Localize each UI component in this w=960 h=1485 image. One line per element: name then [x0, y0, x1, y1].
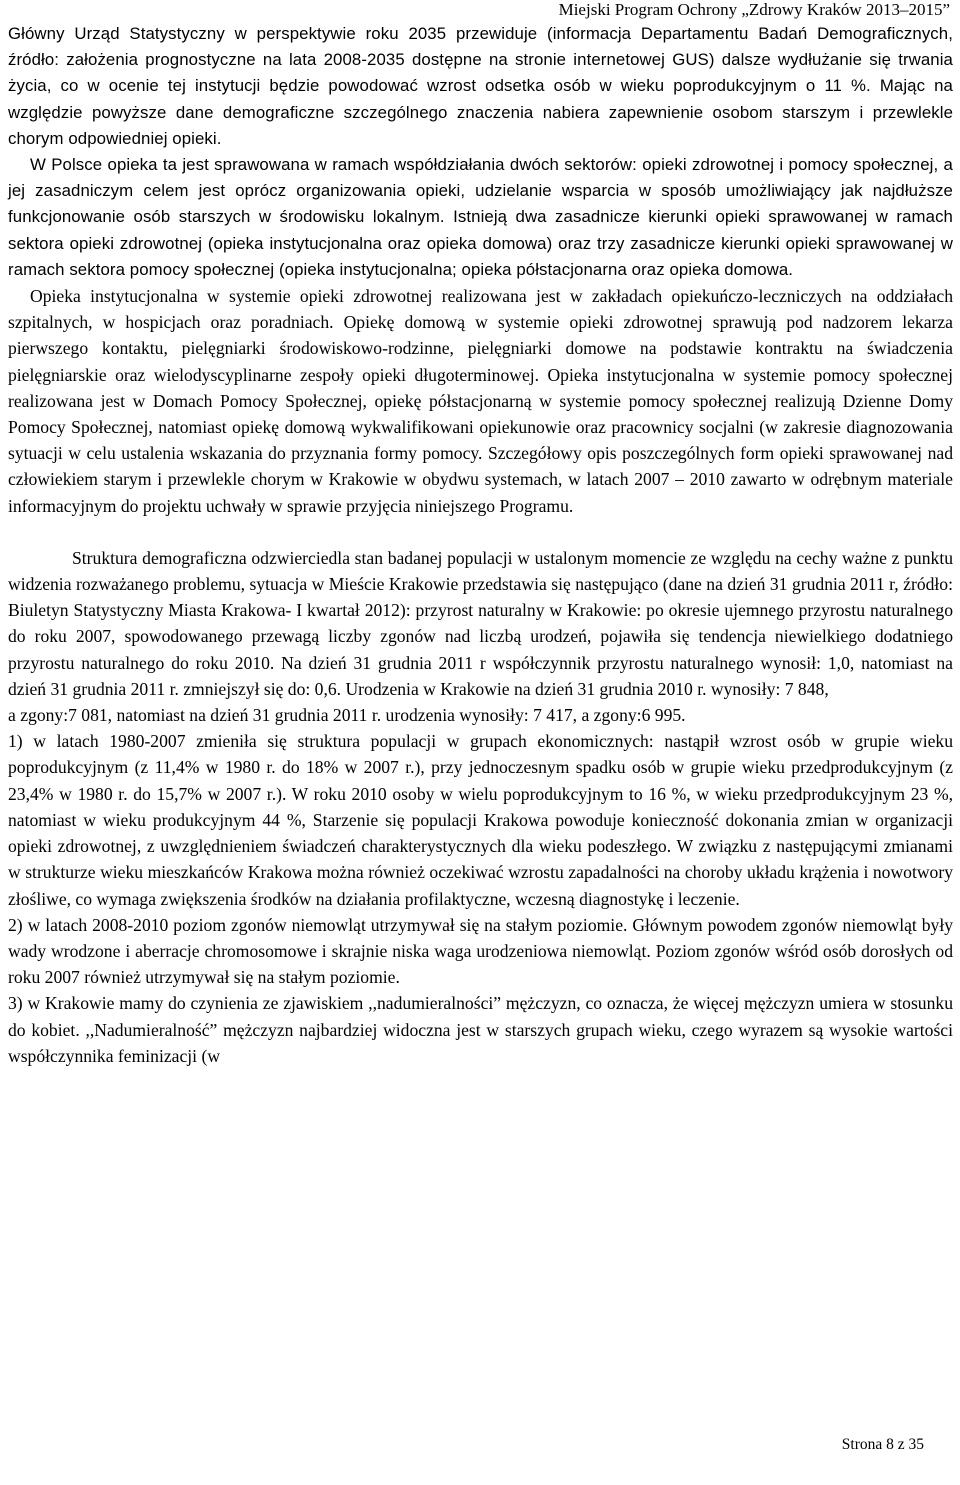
paragraph-gap — [8, 519, 953, 545]
page-footer — [842, 1436, 924, 1454]
paragraph-institutional-care: Opieka instytucjonalna w systemie opieki zdrowotnej realizowana jest w zakładach opiekuńczo-leczniczych na oddziałach szpitalnych, w hospicjach oraz poradniach. Opiekę domową w systemie opieki zdrowotnej sprawują pod nadzorem lekarza pierwszego kontaktu, pielęgniarki środowiskowo-rodzinne, pielęgniarki domowe na podstawie kontraktu na świadczenia pielęgniarskie oraz wielodyscyplinarne zespoły opieki długoterminowej. Opieka instytucjonalna w systemie pomocy społecznej realizowana jest w Domach Pomocy Społecznej, opiekę półstacjonarną w systemie pomocy społecznej realizują Dzienne Domy Pomocy Społecznej, natomiast opiekę domową wykwalifikowani opiekunowie oraz pracownicy socjalni (w zakresie diagnozowania sytuacji w celu ustalenia wskazania do przyznania formy pomocy. Szczegółowy opis poszczególnych form opieki sprawowanej nad człowiekiem starym i przewlekle chorym w Krakowie w obydwu systemach, w latach 2007 – 2010 zawarto w odrębnym materiale informacyjnym do projektu uchwały w sprawie przyjęcia niniejszego Programu. — [8, 286, 953, 516]
list-item-1: 1) w latach 1980-2007 zmieniła się struktura populacji w grupach ekonomicznych: nastąpił wzrost osób w grupie wieku poprodukcyjnym (z 11,4% w 1980 r. do 18% w 2007 r.), przy jednoczesnym spadku osób w grupie wieku przedprodukcyjnym (z 23,4% w 1980 r. do 15,7% w 2007 r.). W roku 2010 osoby w wielu poprodukcyjnym to 16 %, w wieku przedprodukcyjnym 23 %, natomiast w wieku produkcyjnym 44 %, Starzenie się populacji Krakowa powoduje konieczność dokonania zmian w organizacji opieki zdrowotnej, z uwzględnieniem świadczeń charakterystycznych dla wieku podeszłego. W związku z następującymi zmianami w strukturze wieku mieszkańców Krakowa można również oczekiwać wzrostu zapadalności na choroby układu krążenia i nowotwory złośliwe, co wymaga zwiększenia środków na działania profilaktyczne, wczesną diagnostykę i leczenie. — [8, 731, 953, 909]
paragraph-care-sectors: W Polsce opieka ta jest sprawowana w ramach współdziałania dwóch sektorów: opieki zdrowotnej i pomocy społecznej, a jej zasadniczym celem jest oprócz organizowania opieki, udzielanie wsparcia w sposób umożliwiający jak najdłuższe funkcjonowanie osób starszych w środowisku lokalnym. Istnieją dwa zasadnicze kierunki opieki sprawowanej w ramach sektora opieki zdrowotnej (opieka instytucjonalna oraz opieka domowa) oraz trzy zasadnicze kierunki opieki sprawowanej w ramach sektora pomocy społecznej (opieka instytucjonalna; opieka półstacjonarna oraz opieka domowa. — [8, 155, 953, 279]
page-number: Strona 8 z 35 — [841, 1436, 924, 1453]
list-item-2: 2) w latach 2008-2010 poziom zgonów niemowląt utrzymywał się na stałym poziomie. Głównym powodem zgonów niemowląt były wady wrodzone i aberracje chromosomowe i skrajnie niska waga urodzeniowa niemowląt. Poziom zgonów wśród osób dorosłych od roku 2007 również utrzymywał się na stałym poziomie. — [8, 914, 953, 988]
header-title: Miejski Program Ochrony „Zdrowy Kraków 2013–2015” — [558, 0, 950, 19]
paragraph-demographic-structure: Struktura demograficzna odzwierciedla stan badanej populacji w ustalonym momencie ze względu na cechy ważne z punktu widzenia rozważanego problemu, sytuacja w Mieście Krakowie przedstawia się następująco (dane na dzień 31 grudnia 2011 r, źródło: Biuletyn Statystyczny Miasta Krakowa- I kwartał 2012): przyrost naturalny w Krakowie: po okresie ujemnego przyrostu naturalnego do roku 2007, spowodowanego przewagą liczby zgonów nad liczbą urodzeń, pojawiła się tendencja niewielkiego dodatniego przyrostu naturalnego do roku 2010. Na dzień 31 grudnia 2011 r współczynnik przyrostu naturalnego wynosił: 1,0, natomiast na dzień 31 grudnia 2011 r. zmniejszył się do: 0,6. Urodzenia w Krakowie na dzień 31 grudnia 2010 r. wynosiły: 7 848, — [8, 547, 953, 699]
document-body — [8, 21, 953, 1069]
paragraph-deaths-births: a zgony:7 081, natomiast na dzień 31 grudnia 2011 r. urodzenia wynosiły: 7 417, a zgony:6 995. — [8, 705, 686, 726]
list-item-3: 3) w Krakowie mamy do czynienia ze zjawiskiem ,,nadumieralności” mężczyzn, co oznacza, że więcej mężczyzn umiera w stosunku do kobiet. ,,Nadumieralność” mężczyzn najbardziej widoczna jest w starszych grupach wieku, czego wyrazem są wysokie wartości współczynnika feminizacji (w — [8, 993, 953, 1066]
paragraph-gus-forecast: Główny Urząd Statystyczny w perspektywie roku 2035 przewiduje (informacja Departamentu Badań Demograficznych, źródło: założenia prognostyczne na lata 2008-2035 dostępne na stronie internetowej GUS) dalsze wydłużanie się trwania życia, co w ocenie tej instytucji będzie powodować wzrost odsetka osób w wieku poprodukcyjnym o 11 %. Mając na względzie powyższe dane demograficzne szczególnego znaczenia nabiera zapewnienie osobom starszym i przewlekle chorym odpowiedniej opieki. — [8, 24, 953, 148]
page-header — [559, 0, 950, 20]
